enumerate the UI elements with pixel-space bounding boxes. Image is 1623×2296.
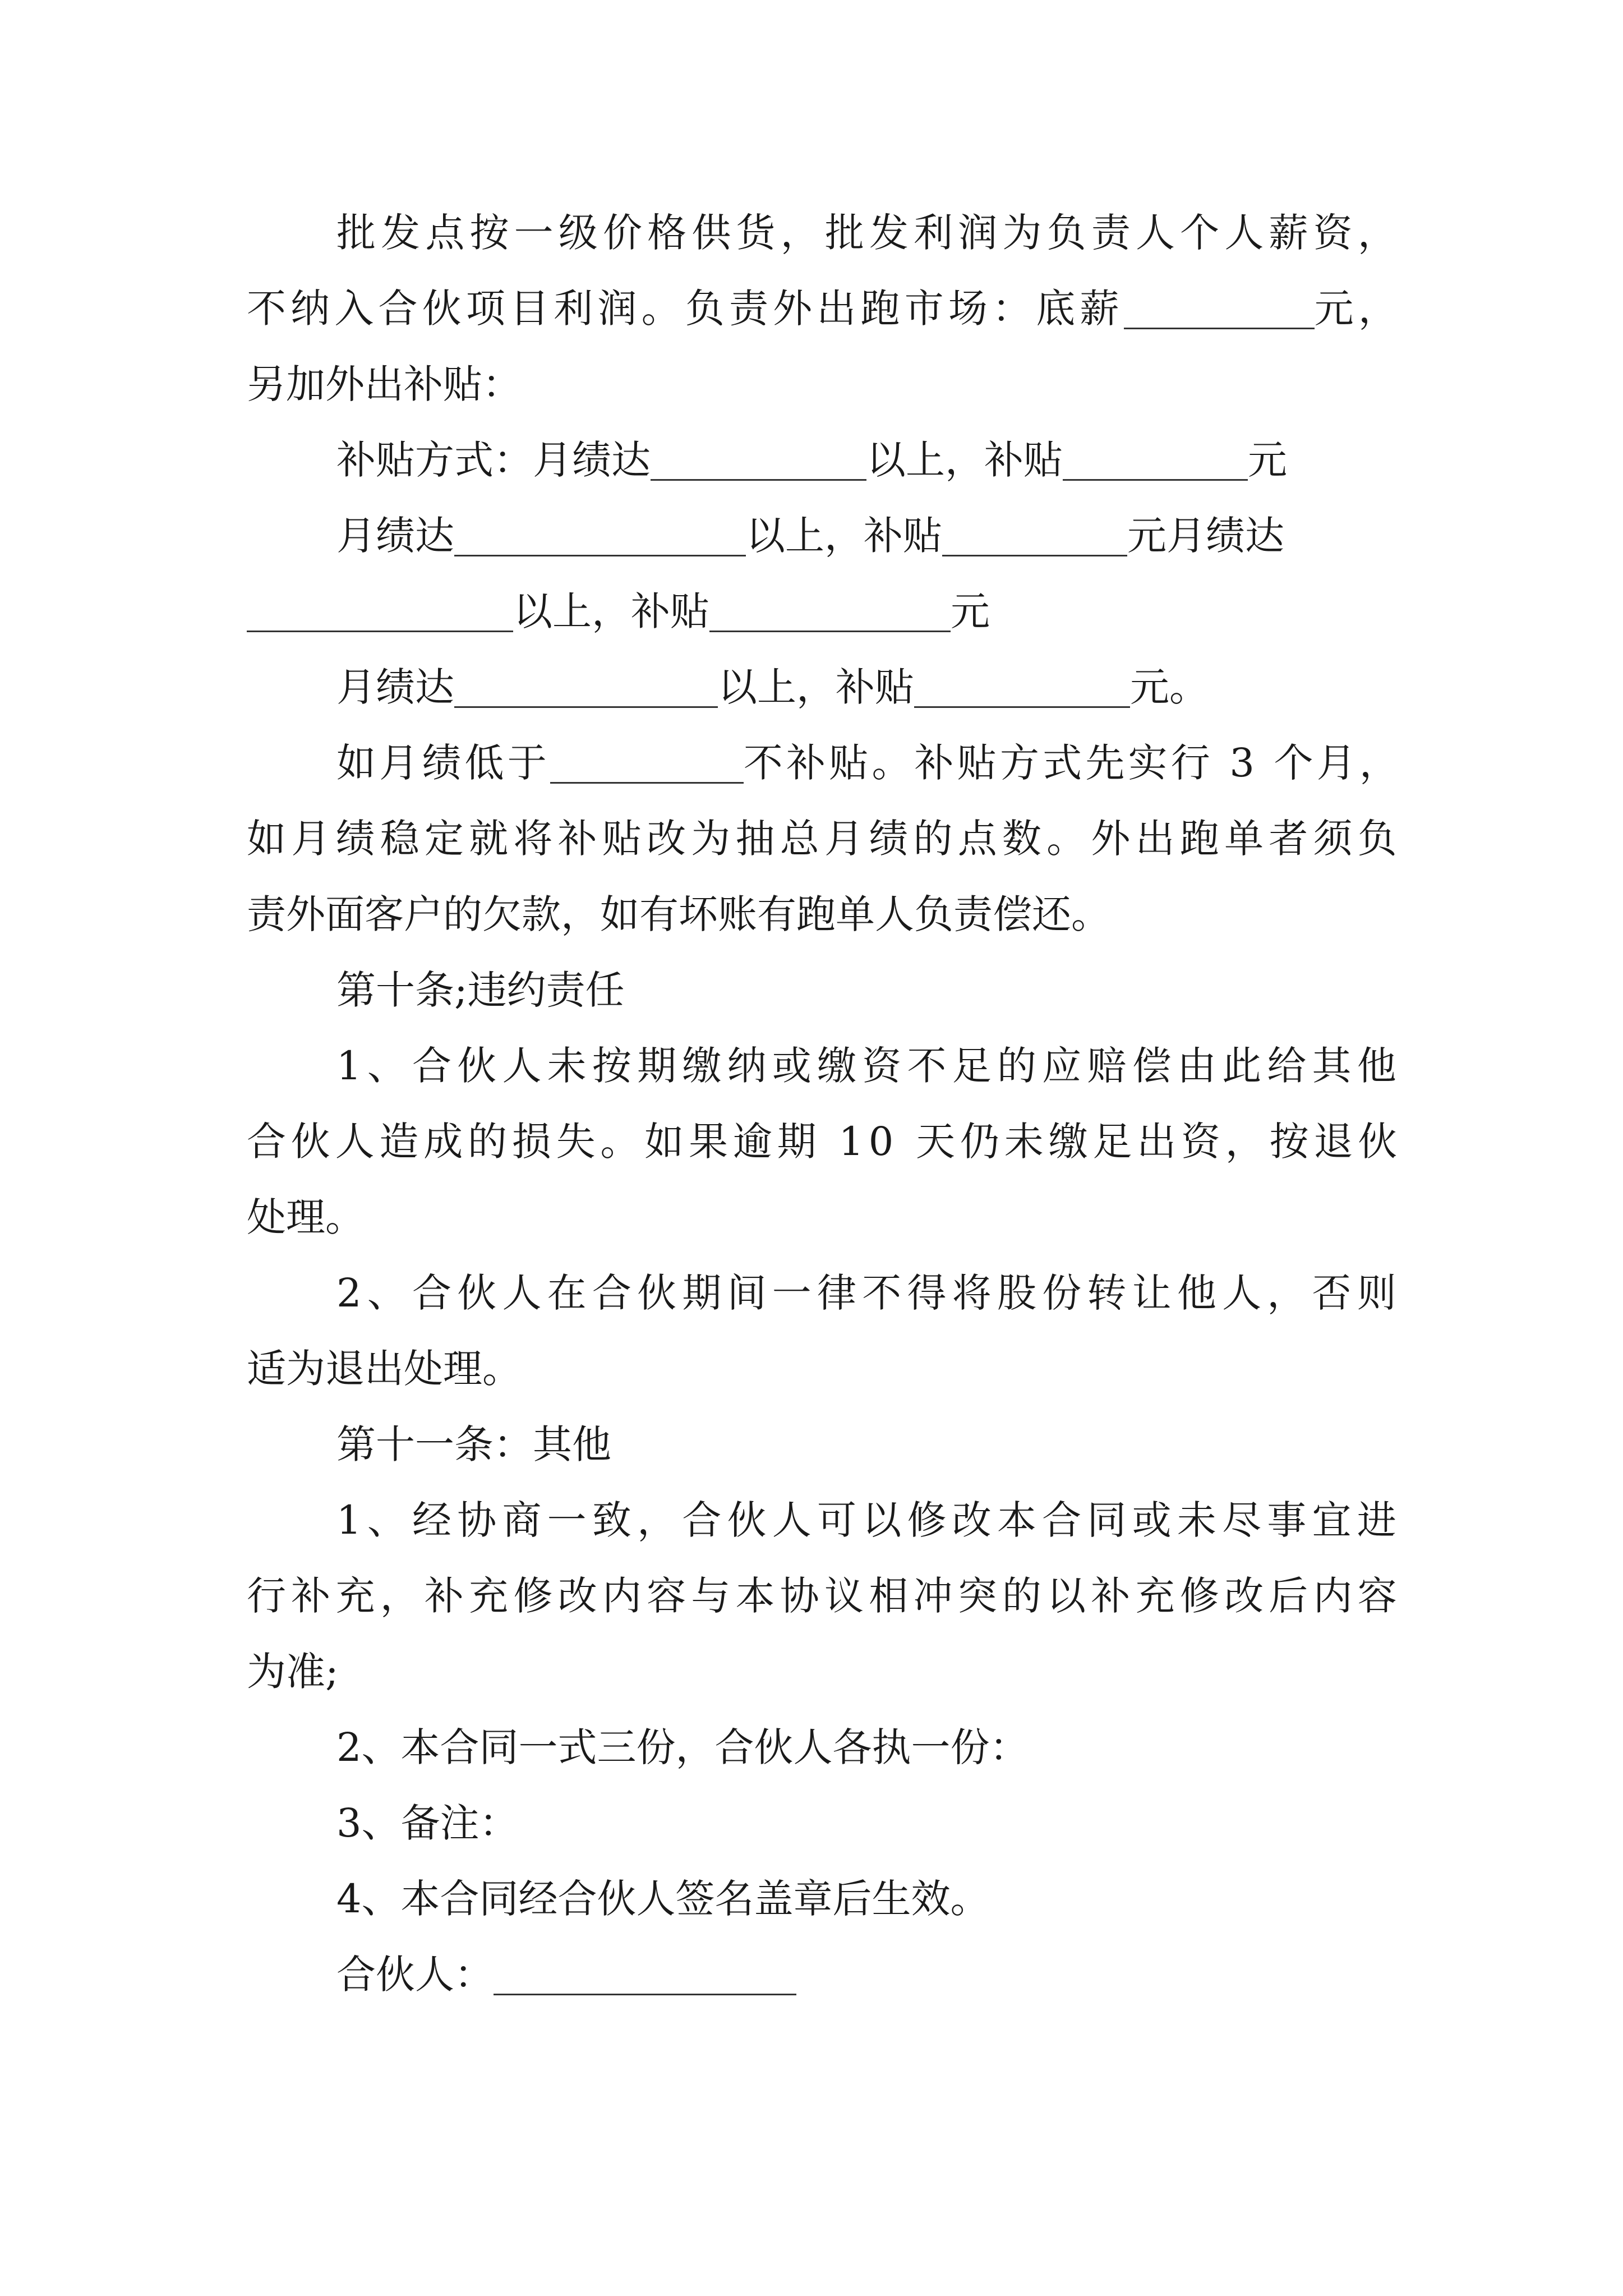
text-line <box>336 1722 1029 1773</box>
text-line <box>336 1949 796 2000</box>
fill-in-blank <box>914 657 1130 708</box>
text-line <box>247 813 1402 864</box>
text-line <box>336 1268 1402 1318</box>
text-line <box>336 208 1402 258</box>
text-line <box>247 283 1402 334</box>
text-line <box>247 586 990 637</box>
text-segment: 元。 <box>1130 664 1209 710</box>
text-line <box>336 510 1284 561</box>
text-segment: 以上，补贴 <box>866 437 1063 483</box>
text-segment: 如月绩稳定就将补贴改为抽总月绩的点数。外出跑单者须负 <box>247 816 1402 862</box>
text-segment: 以上，补贴 <box>513 588 709 634</box>
text-line <box>336 435 1287 485</box>
text-segment: 如月绩低于 <box>336 740 550 786</box>
text-segment: 另加外出补贴： <box>247 361 522 407</box>
fill-in-blank <box>651 430 866 481</box>
fill-in-blank <box>550 733 744 784</box>
text-segment: 2、合伙人在合伙期间一律不得将股份转让他人，否则 <box>336 1270 1402 1316</box>
text-segment: 元月绩达 <box>1127 513 1284 559</box>
fill-in-blank <box>494 1945 796 1995</box>
text-line <box>336 738 1402 788</box>
fill-in-blank <box>1124 279 1315 329</box>
text-segment: 合伙人： <box>336 1952 494 1998</box>
text-line <box>247 1571 1402 1621</box>
fill-in-blank <box>454 657 718 708</box>
text-segment: 第十一条：其他 <box>336 1421 611 1467</box>
text-segment: 2、本合同一式三份，合伙人各执一份： <box>336 1724 1029 1770</box>
fill-in-blank <box>454 506 746 556</box>
text-segment: 责外面客户的欠款，如有坏账有跑单人负责偿还。 <box>247 891 1110 937</box>
text-segment: 合伙人造成的损失。如果逾期 10 天仍未缴足出资，按退伙 <box>247 1119 1402 1165</box>
text-segment: 元 <box>951 588 990 634</box>
fill-in-blank <box>709 582 951 632</box>
text-line <box>336 965 625 1015</box>
text-segment: 为准; <box>247 1649 339 1695</box>
text-segment: 不纳入合伙项目利润。负责外出跑市场：底薪 <box>247 286 1124 332</box>
text-segment: 以上，补贴 <box>718 664 914 710</box>
text-line <box>247 359 522 409</box>
text-segment: 以上，补贴 <box>746 513 942 559</box>
text-segment: 1、合伙人未按期缴纳或缴资不足的应赔偿由此给其他 <box>336 1043 1402 1089</box>
text-line <box>247 1192 365 1243</box>
text-line <box>336 1874 990 1924</box>
text-segment: 补贴方式：月绩达 <box>336 437 651 483</box>
text-segment: 月绩达 <box>336 513 454 559</box>
text-line <box>247 1343 522 1394</box>
text-segment: 不补贴。补贴方式先实行 3 个月， <box>743 740 1402 786</box>
text-line <box>336 1495 1402 1545</box>
text-segment: 月绩达 <box>336 664 454 710</box>
text-line <box>336 662 1209 712</box>
fill-in-blank <box>247 582 513 632</box>
text-line <box>247 1646 339 1697</box>
text-line <box>247 889 1110 940</box>
text-segment: 行补充，补充修改内容与本协议相冲突的以补充修改后内容 <box>247 1573 1402 1619</box>
text-segment: 第十条;违约责任 <box>336 967 625 1013</box>
fill-in-blank <box>942 506 1127 556</box>
text-segment: 处理。 <box>247 1194 365 1240</box>
text-segment: 适为退出处理。 <box>247 1346 522 1392</box>
text-segment: 元， <box>1314 286 1403 332</box>
text-line <box>336 1419 611 1470</box>
text-segment: 4、本合同经合伙人签名盖章后生效。 <box>336 1876 990 1922</box>
fill-in-blank <box>1063 430 1248 481</box>
text-segment: 元 <box>1248 437 1287 483</box>
text-segment: 1、经协商一致，合伙人可以修改本合同或未尽事宜进 <box>336 1497 1402 1543</box>
text-line <box>247 1116 1402 1167</box>
text-line <box>336 1798 519 1848</box>
text-line <box>336 1041 1402 1091</box>
text-segment: 批发点按一级价格供货，批发利润为负责人个人薪资， <box>336 210 1402 256</box>
text-segment: 3、备注： <box>336 1800 519 1846</box>
